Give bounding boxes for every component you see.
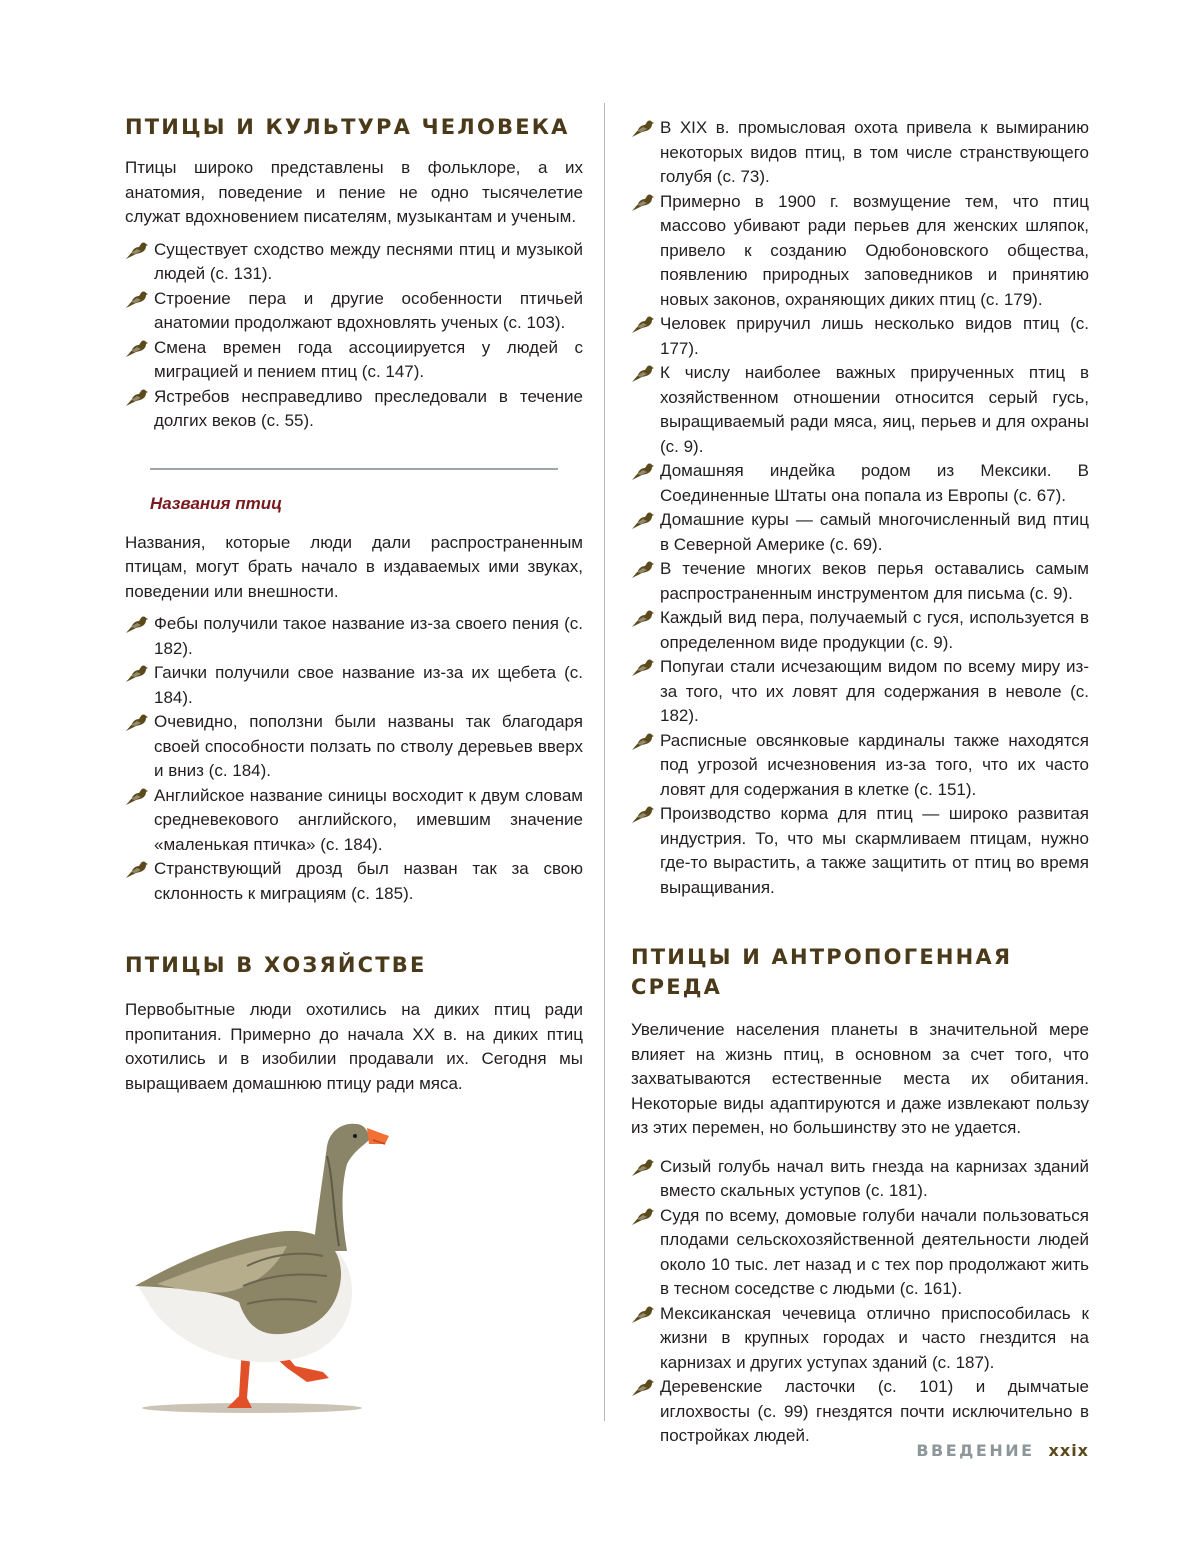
list-item: Очевидно, поползни были названы так благодаря своей способности ползать по стволу деревьев вверх и вниз (с. 184). (125, 710, 583, 784)
urban-list (631, 1155, 1089, 1449)
names-intro: Названия, которые люди дали распространенным птицам, могут брать начало в издаваемых ими звуках, поведении или внешности. (125, 532, 583, 601)
list-item: Примерно в 1900 г. возмущение тем, что птиц массово убивают ради перьев для женских шляпок, привело к созданию Одюбоновского общества, появлению природных заповедников и принятию новых законов, охраняющих диких птиц (с. 179). (631, 190, 1089, 313)
bird-bullet-icon (125, 712, 149, 732)
list-item: Сизый голубь начал вить гнезда на карнизах зданий вместо скальных уступов (с. 181). (631, 1155, 1089, 1204)
list-item: Попугаи стали исчезающим видом по всему миру из-за того, что их ловят для содержания в неволе (с. 182). (631, 655, 1089, 729)
bird-bullet-icon (125, 240, 149, 260)
bird-bullet-icon (125, 786, 149, 806)
bird-bullet-icon (631, 731, 655, 751)
section-title-urban: ПТИЦЫ И АНТРОПОГЕННАЯ СРЕДА (631, 945, 1013, 999)
list-item: Человек приручил лишь несколько видов птиц (с. 177). (631, 312, 1089, 361)
list-item: Расписные овсянковые кардиналы также находятся под угрозой исчезновения из-за того, что их часто ловят для содержания в клетке (с. 151). (631, 729, 1089, 803)
bird-bullet-icon (125, 859, 149, 879)
list-item: К числу наиболее важных прирученных птиц в хозяйственном отношении относится серый гусь, выращиваемый ради мяса, яиц, перьев и для охраны (с. 9). (631, 361, 1089, 459)
page-footer (905, 1439, 1089, 1463)
culture-intro: Птицы широко представлены в фольклоре, а их анатомия, поведение и пение не одно тысячелетие служат вдохновением писателям, музыкантам и ученым. (125, 158, 583, 226)
list-item: В течение многих веков перья оставались самым распространенным инструментом для письма (с. 9). (631, 557, 1089, 606)
urban-intro: Увеличение населения планеты в значительной мере влияет на жизнь птиц, в основном за счет того, что захватываются естественные места их обитания. Некоторые виды адаптируются и даже извлекают пользу из этих перемен, но большинству это не удается. (631, 1020, 1089, 1137)
list-item: Домашние куры — самый многочисленный вид птиц в Северной Америке (с. 69). (631, 508, 1089, 557)
list-item: Строение пера и другие особенности птичьей анатомии продолжают вдохновлять ученых (с. 103). (125, 287, 583, 336)
economy-intro: Первобытные люди охотились на диких птиц ради пропитания. Примерно до начала XX в. на диких птиц охотились и в изобилии продавали их. Сегодня мы выращиваем домашнюю птицу ради мяса. (125, 1000, 583, 1093)
list-item: Мексиканская чечевица отлично приспособилась к жизни в крупных городах и часто гнездится на карнизах и других уступах зданий (с. 187). (631, 1302, 1089, 1376)
bird-bullet-icon (125, 387, 149, 407)
bird-bullet-icon (631, 314, 655, 334)
list-item: Ястребов несправедливо преследовали в течение долгих веков (с. 55). (125, 385, 583, 434)
bird-bullet-icon (631, 1157, 655, 1177)
left-column (125, 112, 583, 1416)
right-column (631, 112, 1089, 1449)
list-item: Производство корма для птиц — широко развитая индустрия. То, что мы скармливаем птицам, нужно где-то вырастить, а также защитить от птиц во время выращивания. (631, 802, 1089, 900)
culture-list (125, 238, 583, 434)
bird-bullet-icon (125, 289, 149, 309)
list-item: Гаички получили свое название из-за их щебета (с. 184). (125, 661, 583, 710)
list-item: В XIX в. промысловая охота привела к вымиранию некоторых видов птиц, в том числе странствующего голубя (с. 73). (631, 116, 1089, 190)
bird-bullet-icon (125, 663, 149, 683)
names-list (125, 612, 583, 906)
footer-section-label: ВВЕДЕНИЕ (916, 1441, 1035, 1460)
bird-bullet-icon (631, 1206, 655, 1226)
list-item: Английское название синицы восходит к двум словам средневекового английского, имевшим значение «маленькая птичка» (с. 184). (125, 784, 583, 858)
bird-bullet-icon (631, 804, 655, 824)
horizontal-divider (150, 468, 558, 470)
page-number: xxix (1048, 1441, 1089, 1460)
list-item: Деревенские ласточки (с. 101) и дымчатые иглохвосты (с. 99) гнездятся почти исключительно в постройках людей. (631, 1375, 1089, 1449)
bird-bullet-icon (631, 192, 655, 212)
list-item: Домашняя индейка родом из Мексики. В Соединенные Штаты она попала из Европы (с. 67). (631, 459, 1089, 508)
goose-illustration (127, 1116, 393, 1416)
bird-bullet-icon (631, 657, 655, 677)
bird-bullet-icon (125, 338, 149, 358)
column-divider (604, 103, 605, 1421)
bird-bullet-icon (125, 614, 149, 634)
list-item: Каждый вид пера, получаемый с гуся, используется в определенном виде продукции (с. 9). (631, 606, 1089, 655)
list-item: Странствующий дрозд был назван так за свою склонность к миграциям (с. 185). (125, 857, 583, 906)
bird-bullet-icon (631, 559, 655, 579)
section-title-culture: ПТИЦЫ И КУЛЬТУРА ЧЕЛОВЕКА (125, 115, 570, 139)
bird-bullet-icon (631, 1304, 655, 1324)
list-item: Смена времен года ассоциируется у людей с миграцией и пением птиц (с. 147). (125, 336, 583, 385)
subsection-title-names: Названия птиц (150, 493, 283, 513)
bird-bullet-icon (631, 363, 655, 383)
list-item: Существует сходство между песнями птиц и музыкой людей (с. 131). (125, 238, 583, 287)
bird-bullet-icon (631, 1377, 655, 1397)
section-title-economy: ПТИЦЫ В ХОЗЯЙСТВЕ (125, 953, 427, 977)
bird-bullet-icon (631, 118, 655, 138)
bird-bullet-icon (631, 608, 655, 628)
bird-bullet-icon (631, 461, 655, 481)
list-item: Фебы получили такое название из-за своего пения (с. 182). (125, 612, 583, 661)
bird-bullet-icon (631, 510, 655, 530)
list-item: Судя по всему, домовые голуби начали пользоваться плодами сельскохозяйственной деятельности людей около 10 тыс. лет назад и с тех пор продолжают жить в тесном соседстве с людьми (с. 161). (631, 1204, 1089, 1302)
economy-list (631, 116, 1089, 900)
